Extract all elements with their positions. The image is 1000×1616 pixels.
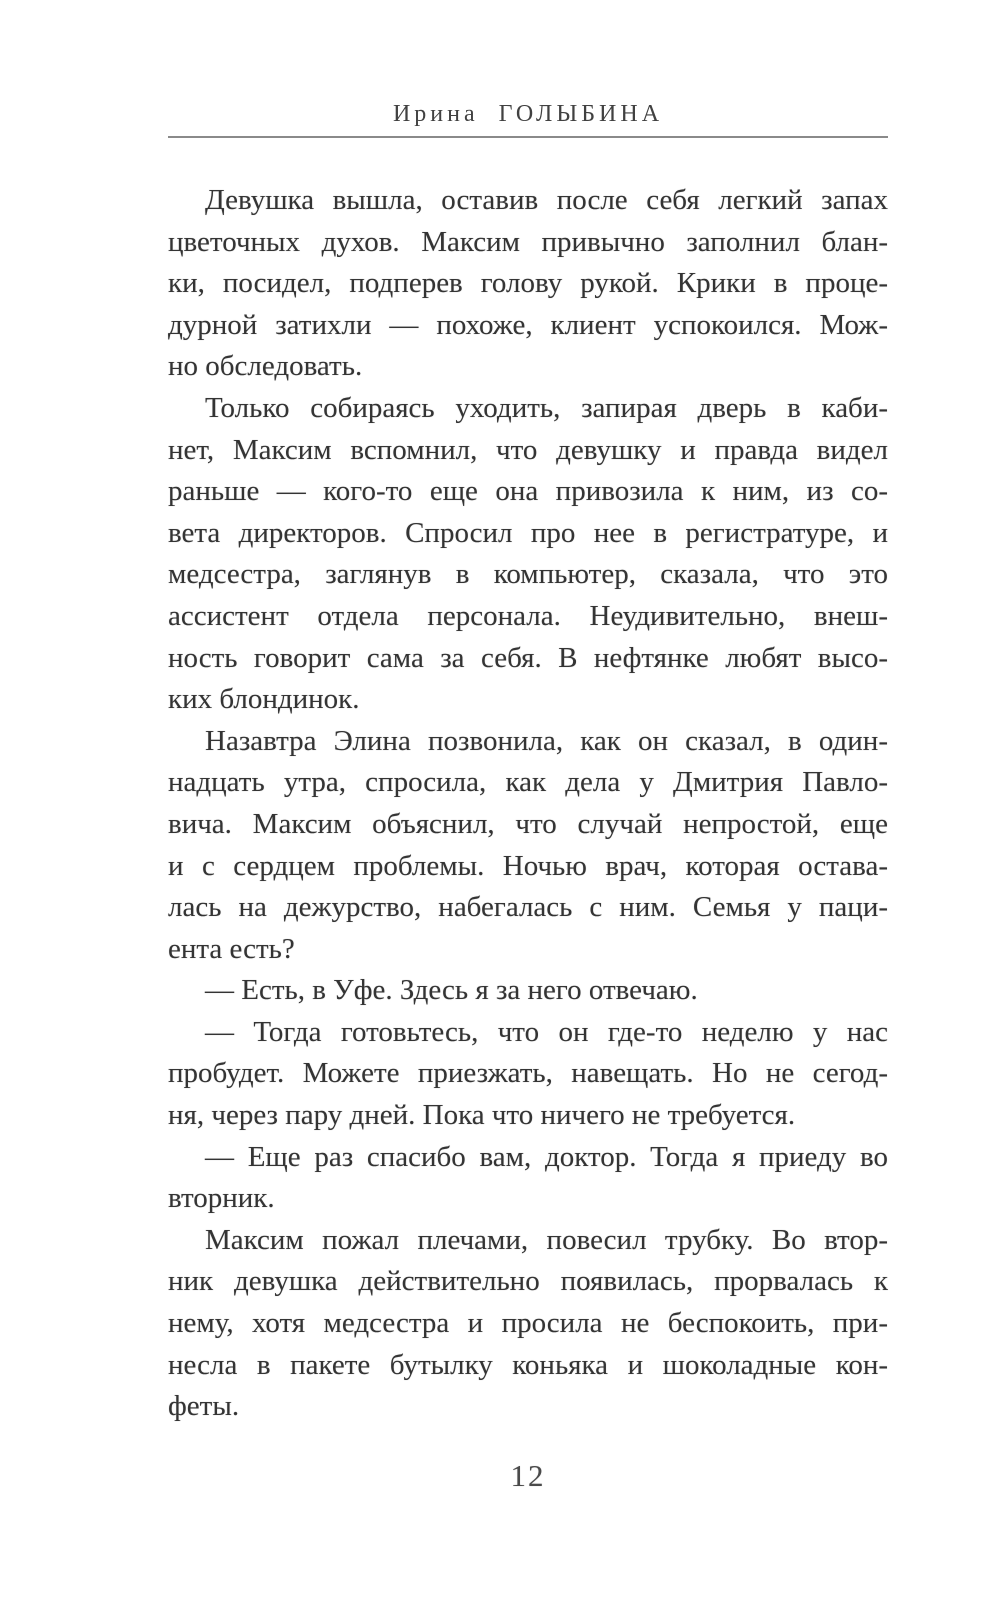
text-line: цветочных духов. Максим привычно заполнил блан- bbox=[168, 225, 888, 258]
text-line: феты. bbox=[168, 1390, 240, 1423]
text-line: пробудет. Можете приезжать, навещать. Но не сегод- bbox=[168, 1057, 888, 1090]
text-line: вета директоров. Спросил про нее в регистратуре, и bbox=[168, 516, 888, 549]
text-line: Максим пожал плечами, повесил трубку. Во втор- bbox=[205, 1223, 888, 1256]
text-line: ня, через пару дней. Пока что ничего не требуется. bbox=[168, 1099, 796, 1132]
paragraph bbox=[168, 1012, 888, 1137]
text-line: ассистент отдела персонала. Неудивительно, внеш- bbox=[168, 599, 888, 632]
paragraph bbox=[168, 180, 888, 388]
text-line: — Есть, в Уфе. Здесь я за него отвечаю. bbox=[205, 974, 698, 1007]
text-line: — Еще раз спасибо вам, доктор. Тогда я приеду во bbox=[205, 1140, 888, 1173]
text-line: надцать утра, спросила, как дела у Дмитрия Павло- bbox=[168, 766, 888, 799]
author-name: Ирина ГОЛЫБИНА bbox=[392, 101, 664, 127]
text-line: Девушка вышла, оставив после себя легкий запах bbox=[205, 184, 888, 216]
text-line: вторник. bbox=[168, 1182, 275, 1215]
text-line: Назавтра Элина позвонила, как он сказал, в один- bbox=[205, 724, 888, 757]
text-line: Только собираясь уходить, запирая дверь в каби- bbox=[205, 391, 888, 424]
text-line: нет, Максим вспомнил, что девушку и правда видел bbox=[168, 433, 888, 466]
text-line: нему, хотя медсестра и просила не беспокоить, при- bbox=[168, 1307, 888, 1340]
text-line: вича. Максим объяснил, что случай непростой, еще bbox=[168, 807, 888, 840]
paragraph bbox=[168, 388, 888, 721]
paragraph bbox=[168, 1137, 888, 1220]
paragraph bbox=[168, 721, 888, 971]
text-line: — Тогда готовьтесь, что он где-то неделю у нас bbox=[205, 1015, 888, 1048]
paragraph bbox=[168, 1220, 888, 1428]
text-line: раньше — кого-то еще она привозила к ним, из со- bbox=[168, 475, 888, 508]
text-line: ки, посидел, подперев голову рукой. Крики в проце- bbox=[168, 267, 888, 300]
text-line: ких блондинок. bbox=[168, 683, 360, 716]
text-line: лась на дежурство, набегалась с ним. Семья у паци- bbox=[168, 891, 888, 924]
text-column bbox=[168, 0, 888, 1428]
text-line: и с сердцем проблемы. Ночью врач, которая остава- bbox=[168, 849, 888, 882]
running-header bbox=[168, 101, 888, 136]
header-rule bbox=[168, 136, 888, 138]
text-line: но обследовать. bbox=[168, 350, 363, 383]
text-line: несла в пакете бутылку коньяка и шоколадные кон- bbox=[168, 1348, 888, 1381]
text-line: ник девушка действительно появилась, прорвалась к bbox=[168, 1265, 888, 1298]
text-line: дурной затихли — похоже, клиент успокоился. Мож- bbox=[168, 308, 888, 341]
page-number: 12 bbox=[510, 1458, 546, 1493]
text-line: медсестра, заглянув в компьютер, сказала, что это bbox=[168, 558, 888, 591]
paragraph bbox=[168, 970, 888, 1012]
page-text bbox=[168, 180, 888, 1428]
text-line: ента есть? bbox=[168, 932, 295, 965]
text-line: ность говорит сама за себя. В нефтянке любят высо- bbox=[168, 641, 888, 674]
